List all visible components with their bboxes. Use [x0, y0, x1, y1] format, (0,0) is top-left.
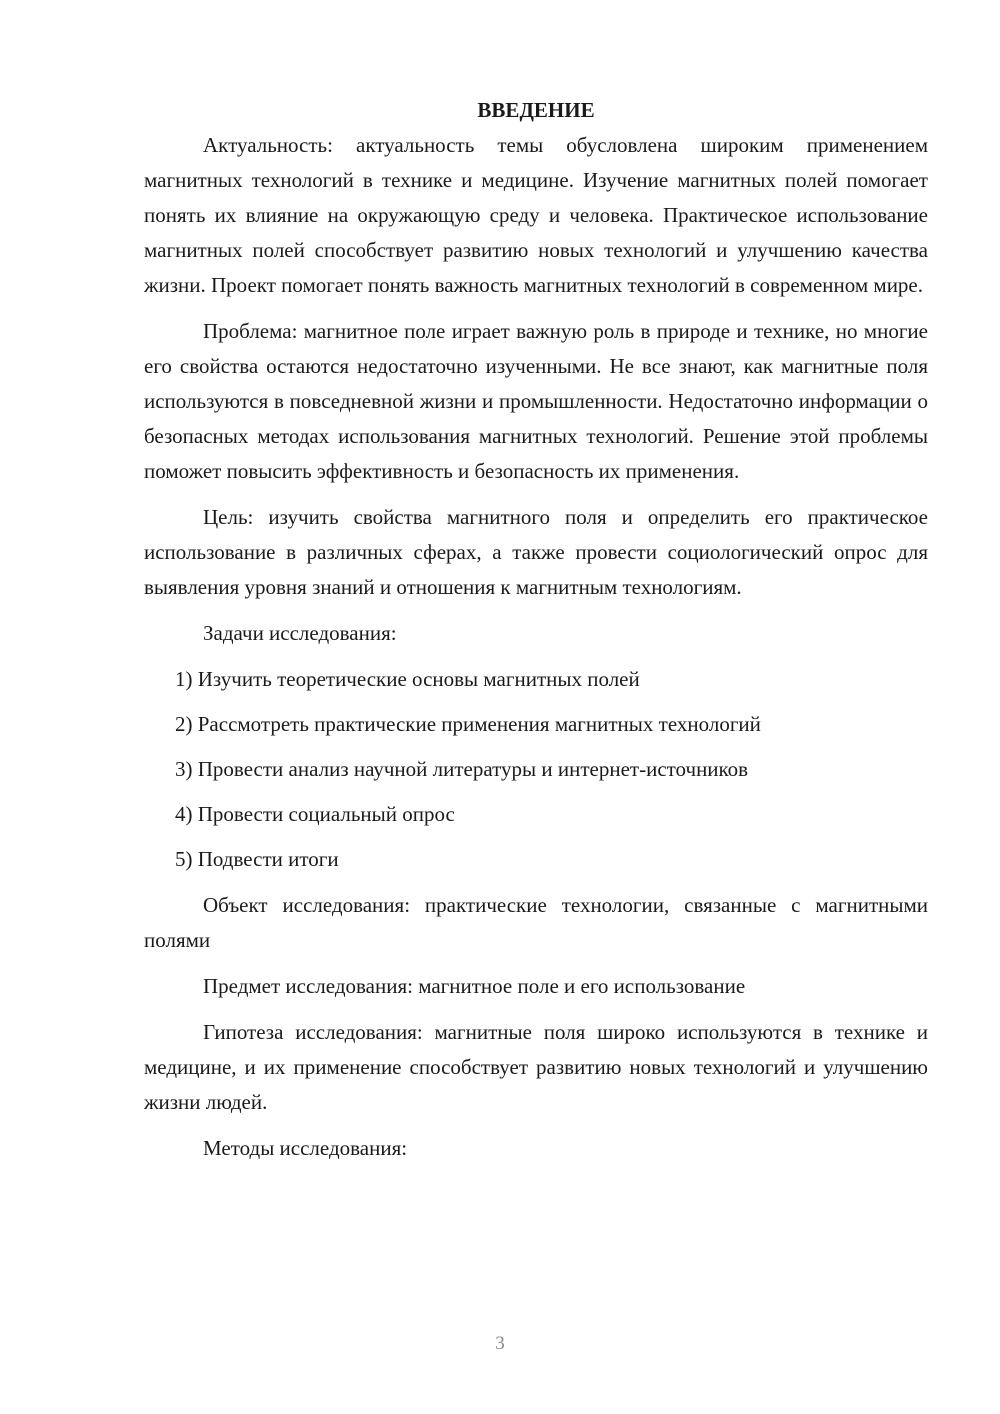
task-item: 2) Рассмотреть практические применения магнитных технологий [175, 712, 761, 736]
task-item: 5) Подвести итоги [175, 847, 339, 871]
task-item: 1) Изучить теоретические основы магнитных полей [175, 667, 640, 691]
section-title: ВВЕДЕНИЕ [477, 98, 595, 122]
object-paragraph: Объект исследования: практические технологии, связанные с магнитными полями [144, 893, 928, 952]
methods-heading: Методы исследования: [203, 1136, 408, 1160]
subject-paragraph: Предмет исследования: магнитное поле и его использование [203, 974, 746, 998]
relevance-paragraph: Актуальность: актуальность темы обусловлена широким применением магнитных технологий в технике и медицине. Изучение магнитных полей помогает понять их влияние на окружающую среду и человека. Практическое использование магнитных полей способствует развитию новых технологий и улучшению качества жизни. Проект помогает понять важность магнитных технологий в современном мире. [144, 133, 928, 297]
page-number: 3 [495, 1333, 505, 1354]
goal-paragraph: Цель: изучить свойства магнитного поля и определить его практическое использование в различных сферах, а также провести социологический опрос для выявления уровня знаний и отношения к магнитным технологиям. [144, 505, 928, 599]
tasks-list [144, 662, 928, 877]
hypothesis-paragraph: Гипотеза исследования: магнитные поля широко используются в технике и медицине, и их применение способствует развитию новых технологий и улучшению жизни людей. [144, 1020, 928, 1114]
problem-paragraph: Проблема: магнитное поле играет важную роль в природе и технике, но многие его свойства остаются недостаточно изученными. Не все знают, как магнитные поля используются в повседневной жизни и промышленности. Недостаточно информации о безопасных методах использования магнитных технологий. Решение этой проблемы поможет повысить эффективность и безопасность их применения. [144, 319, 928, 483]
tasks-heading: Задачи исследования: [203, 621, 397, 645]
task-item: 3) Провести анализ научной литературы и интернет-источников [175, 757, 749, 781]
document-body [144, 96, 928, 1177]
task-item: 4) Провести социальный опрос [175, 802, 455, 826]
